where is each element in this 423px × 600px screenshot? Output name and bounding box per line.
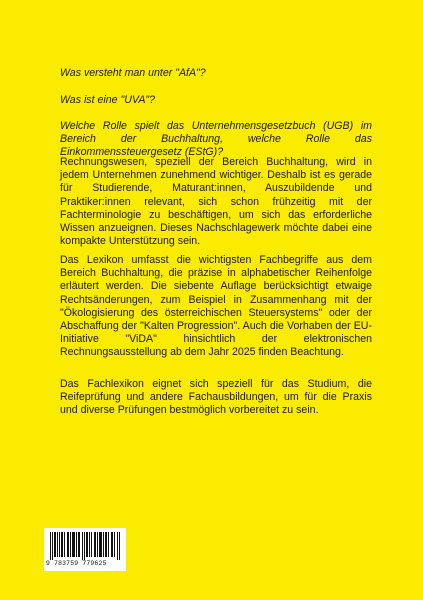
barcode-digits: 9 783759 779625 [46, 560, 107, 567]
question-ugb-estg: Welche Rolle spielt das Unternehmensgesetzbuch (UGB) im Bereich der Buchhaltung, welche Rolle das Einkommenssteuergesetz (EStG)? [60, 120, 372, 159]
paragraph-target-audience: Das Fachlexikon eignet sich speziell für das Studium, die Reifeprüfung und andere Fachausbildungen, um für die Praxis und diverse Prüfungen bestmöglich vorbereitet zu sein. [60, 378, 372, 417]
paragraph-intro: Rechnungswesen, speziell der Bereich Buchhaltung, wird in jedem Unternehmen zunehmend wichtiger. Deshalb ist es gerade für Studierende, Maturant:innen, Auszubildende und Praktiker:innen relevant, sich schon frühzeitig mit der Fachterminologie zu beschäftigen, um sich das erforderliche Wissen anzueignen. Dieses Nachschlagewerk möchte dabei eine kompakte Unterstützung sein. [60, 156, 372, 248]
barcode-bars-icon [48, 532, 122, 560]
question-uva: Was ist eine "UVA"? [60, 94, 156, 106]
question-afa: Was versteht man unter "AfA"? [60, 67, 206, 79]
isbn-barcode [44, 528, 126, 571]
paragraph-lexicon-content: Das Lexikon umfasst die wichtigsten Fachbegriffe aus dem Bereich Buchhaltung, die präzise in alphabetischer Reihenfolge erläutert werden. Die siebente Auflage berücksichtigt etwaige Rechtsänderungen, zum Beispiel in Zusammenhang mit der "Ökologisierung des österreichischen Steuersystems" oder der Abschaffung der "Kalten Progression". Auch die Vorhaben der EU-Initiative "ViDA" hinsichtlich der elektronischen Rechnungsausstellung ab dem Jahr 2025 finden Beachtung. [60, 254, 372, 359]
